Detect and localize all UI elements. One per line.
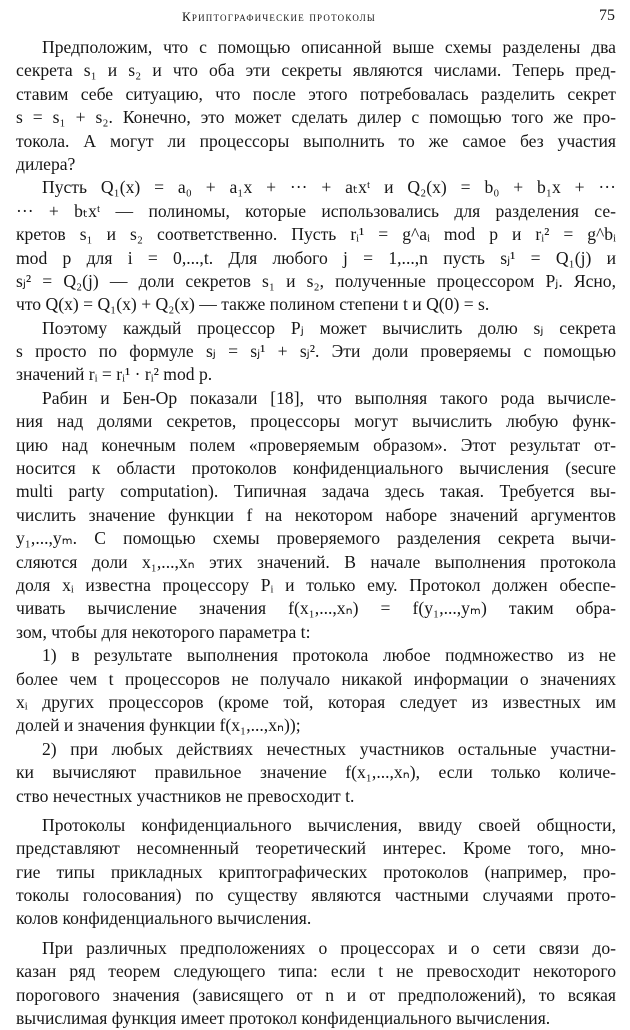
- text-line: ··· + bₜxᵗ — полиномы, которые использовались для разделения се-: [16, 200, 616, 221]
- text-line: порогового значения (зависящего от n и от предположений), то всякая: [16, 984, 616, 1005]
- paragraph: [16, 387, 616, 644]
- text-line: более чем t процессоров не получало никакой информации о значениях: [16, 668, 616, 689]
- text-line: 2) при любых действиях нечестных участников остальные участни-: [42, 738, 616, 759]
- text-line: секрета s₁ и s₂ и что оба эти секреты являются числами. Теперь пред-: [16, 60, 616, 81]
- paragraph: [16, 317, 616, 387]
- text-line: токолы голосования) по существу являются частными случаями прото-: [16, 885, 616, 906]
- text-line: токола. А могут ли процессоры выполнить то же самое без участия: [16, 130, 616, 151]
- text-line: 1) в результате выполнения протокола любое подмножество из не: [42, 645, 616, 666]
- text-line: При различных предположениях о процессорах и о сети связи до-: [42, 937, 616, 958]
- text-line: multi party computation). Типичная задача здесь такая. Требуется вы-: [16, 481, 616, 502]
- text-line: mod p для i = 0,...,t. Для любого j = 1,...,n пусть sⱼ¹ = Q₁(j) и: [16, 247, 616, 268]
- text-line: цию над конечным полем «проверяемым образом». Этот результат от-: [16, 434, 616, 455]
- text-line: казан ряд теорем следующего типа: если t не превосходит некоторого: [16, 961, 616, 982]
- text-line: значений rᵢ = rᵢ¹ · rᵢ² mod p.: [16, 364, 213, 385]
- text-line: вычислимая функция имеет протокол конфиденциального вычисления.: [16, 1008, 551, 1029]
- text-line: дилера?: [16, 153, 76, 174]
- text-line: колов конфиденциального вычисления.: [16, 908, 312, 929]
- text-line: s просто по формуле sⱼ = sⱼ¹ + sⱼ². Эти доли проверяемы с помощью: [16, 341, 616, 362]
- page-number: 75: [599, 7, 615, 24]
- text-line: доля xᵢ известна процессору Pᵢ и только ему. Протокол должен обеспе-: [16, 574, 616, 595]
- text-line: sⱼ² = Q₂(j) — доли секретов s₁ и s₂, полученные процессором Pⱼ. Ясно,: [16, 270, 616, 291]
- text-line: гие типы прикладных криптографических протоколов (например, про-: [16, 861, 616, 882]
- text-line: Рабин и Бен-Ор показали [18], что выполняя такого рода вычисле-: [42, 387, 616, 408]
- text-line: долей и значения функции f(x₁,...,xₙ));: [16, 715, 301, 736]
- text-line: сляются доли x₁,...,xₙ этих значений. В начале выполнения протокола: [16, 551, 616, 572]
- list-item: [16, 644, 616, 738]
- running-head: Криптографические протоколы: [182, 9, 376, 24]
- text-line: ставим себе ситуацию, что после этого потребовалась разделить секрет: [16, 83, 616, 104]
- page-body: [16, 36, 616, 1030]
- text-line: s = s₁ + s₂. Конечно, это может сделать дилер с помощью того же про-: [16, 107, 616, 128]
- text-line: Поэтому каждый процессор Pⱼ может вычислить долю sⱼ секрета: [42, 317, 616, 338]
- text-line: Пусть Q₁(x) = a₀ + a₁x + ··· + aₜxᵗ и Q₂(x) = b₀ + b₁x + ···: [42, 177, 616, 198]
- paragraph: [16, 176, 616, 316]
- text-line: зом, чтобы для некоторого параметра t:: [16, 621, 311, 642]
- text-line: Протоколы конфиденциального вычисления, ввиду своей общности,: [42, 814, 616, 835]
- paragraph: [16, 36, 616, 176]
- text-line: y₁,...,yₘ. С помощью схемы проверяемого разделения секрета вычи-: [16, 528, 616, 549]
- text-line: кретов s₁ и s₂ соответственно. Пусть rᵢ¹ = g^aᵢ mod p и rᵢ² = g^bᵢ: [16, 224, 616, 245]
- text-line: что Q(x) = Q₁(x) + Q₂(x) — также полином степени t и Q(0) = s.: [16, 294, 490, 315]
- page-header: [0, 0, 630, 34]
- text-line: носится к области протоколов конфиденциального вычисления (secure: [16, 458, 616, 479]
- text-line: представляют несомненный теоретический интерес. Кроме того, мно-: [16, 838, 616, 859]
- text-line: ния над долями секретов, процессоры могут вычислить любую функ-: [16, 411, 616, 432]
- paragraph: [16, 814, 616, 931]
- text-line: чивать вычисление значения f(x₁,...,xₙ) = f(y₁,...,yₘ) таким обра-: [16, 598, 616, 619]
- text-line: xᵢ других процессоров (кроме той, которая следует из известных им: [16, 691, 616, 712]
- text-line: ство нечестных участников не превосходит t.: [16, 785, 355, 806]
- text-line: ки вычисляют правильное значение f(x₁,...,xₙ), если только количе-: [16, 762, 616, 783]
- text-line: Предположим, что с помощью описанной выше схемы разделены два: [42, 37, 616, 57]
- text-line: числить значение функции f на некотором наборе значений аргументов: [16, 504, 616, 525]
- list-item: [16, 738, 616, 808]
- paragraph: [16, 937, 616, 1030]
